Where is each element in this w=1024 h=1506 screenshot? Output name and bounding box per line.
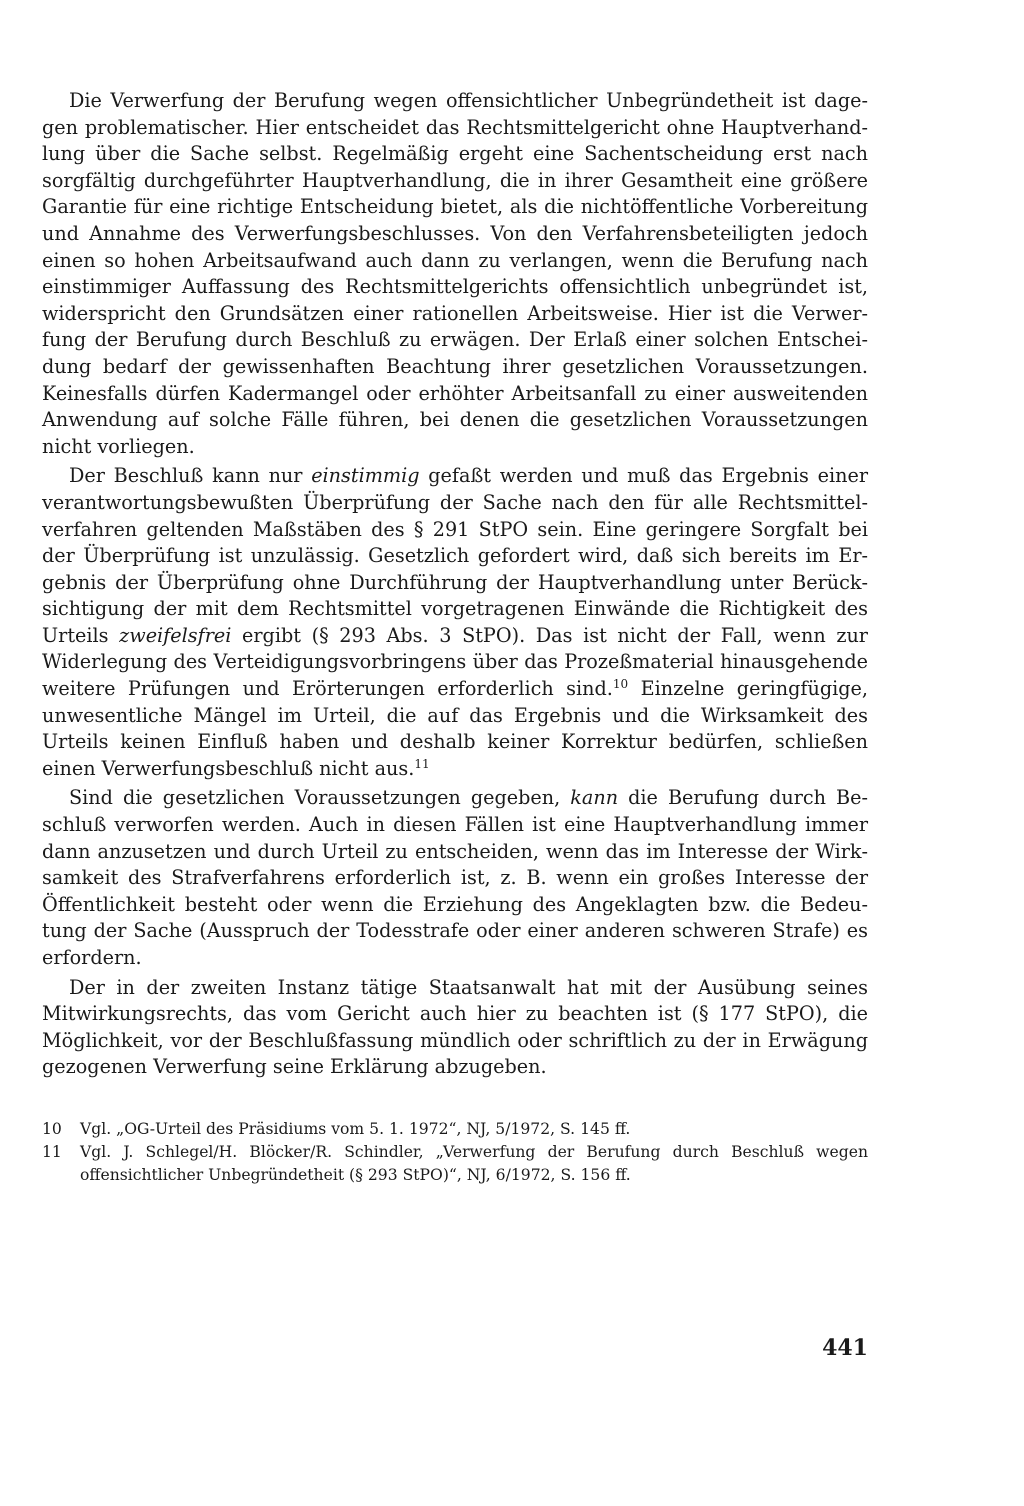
footnote-number: 11	[42, 1143, 62, 1161]
footnote-reference: 10	[612, 677, 629, 692]
paragraph-text: die Berufung durch Beschluß verworfen werden. Auch in diesen Fällen ist eine Hauptverhandlung immer dann anzusetzen und durch Urteil zu entscheiden, wenn das im Interesse der Wirksamkeit des Strafverfahrens erforderlich ist, z. B. wenn ein großes Interesse der Öffentlichkeit besteht oder wenn die Erziehung des Angeklagten bzw. die Bedeutung der Sache (Ausspruch der Todesstrafe oder einer anderen schweren Strafe) es erfordern.	[42, 786, 868, 969]
footnote-reference: 11	[414, 756, 430, 771]
footnote-text: Vgl. J. Schlegel/H. Blöcker/R. Schindler, „Verwerfung der Berufung durch Beschluß wegen offensichtlicher Unbegründetheit (§ 293 StPO)“, NJ, 6/1972, S. 156 ff.	[80, 1143, 868, 1184]
emphasis-text: kann	[570, 786, 619, 810]
paragraph-text: Sind die gesetzlichen Voraussetzungen gegeben,	[69, 786, 571, 810]
paragraph-text: Die Verwerfung der Berufung wegen offensichtlicher Unbegründetheit ist dagegen problematischer. Hier entscheidet das Rechtsmittelgericht ohne Hauptverhandlung über die Sache selbst. Regelmäßig ergeht eine Sachentscheidung erst nach sorgfältig durchgeführter Hauptverhandlung, die in ihrer Gesamtheit eine größere Garantie für eine richtige Entscheidung bietet, als die nichtöffentliche Vorbereitung und Annahme des Verwerfungsbeschlusses. Von den Verfahrensbeteiligten jedoch einen so hohen Arbeitsaufwand auch dann zu verlangen, wenn die Berufung nach einstimmiger Auffassung des Rechtsmittelgerichts offensichtlich unbegründet ist, widerspricht den Grundsätzen einer rationellen Arbeitsweise. Hier ist die Verwerfung der Berufung durch Beschluß zu erwägen. Der Erlaß einer solchen Entscheidung bedarf der gewissenhaften Beachtung ihrer gesetzlichen Voraussetzungen. Keinesfalls dürfen Kadermangel oder erhöhter Arbeitsanfall zu einer ausweitenden Anwendung auf solche Fälle führen, bei denen die gesetzlichen Voraussetzungen nicht vorliegen.	[42, 89, 868, 458]
paragraph	[42, 463, 868, 782]
paragraph	[42, 88, 868, 460]
main-text	[42, 88, 868, 1081]
emphasis-text: zweifelsfrei	[119, 623, 232, 647]
emphasis-text: einstimmig	[311, 464, 420, 488]
paragraph	[42, 975, 868, 1081]
footnotes	[42, 1118, 868, 1187]
footnote-number: 10	[42, 1120, 62, 1138]
paragraph	[42, 785, 868, 971]
paragraph-text: Einzelne geringfügige, unwesentliche Mängel im Urteil, die auf das Ergebnis und die Wirksamkeit des Urteils keinen Einfluß haben und deshalb keiner Korrektur bedürfen, schließen einen Verwerfungsbeschluß nicht aus.	[42, 677, 868, 780]
page-number: 441	[822, 1335, 868, 1361]
footnote	[42, 1118, 868, 1141]
paragraph-text: gefaßt werden und muß das Ergebnis einer verantwortungsbewußten Überprüfung der Sache nach den für alle Rechtsmittelverfahren geltenden Maßstäben des § 291 StPO sein. Eine geringere Sorgfalt bei der Überprüfung ist unzulässig. Gesetzlich gefordert wird, daß sich bereits im Ergebnis der Überprüfung ohne Durchführung der Hauptverhandlung unter Berücksichtigung der mit dem Rechtsmittel vorgetragenen Einwände die Richtigkeit des Urteils	[42, 464, 868, 647]
paragraph-text: Der in der zweiten Instanz tätige Staatsanwalt hat mit der Ausübung seines Mitwirkungsrechts, das vom Gericht auch hier zu beachten ist (§ 177 StPO), die Möglichkeit, vor der Beschlußfassung mündlich oder schriftlich zu der in Erwägung gezogenen Verwerfung seine Erklärung abzugeben.	[42, 975, 868, 1079]
footnote	[42, 1141, 868, 1187]
paragraph-text: ergibt (§ 293 Abs. 3 StPO). Das ist nicht der Fall, wenn zur Widerlegung des Verteidigungsvorbringens über das Prozeßmaterial hinausgehende weitere Prüfungen und Erörterungen erforderlich sind.	[42, 623, 868, 701]
paragraph-text: Der Beschluß kann nur	[69, 464, 312, 488]
footnote-text: Vgl. „OG-Urteil des Präsidiums vom 5. 1. 1972“, NJ, 5/1972, S. 145 ff.	[80, 1120, 631, 1138]
